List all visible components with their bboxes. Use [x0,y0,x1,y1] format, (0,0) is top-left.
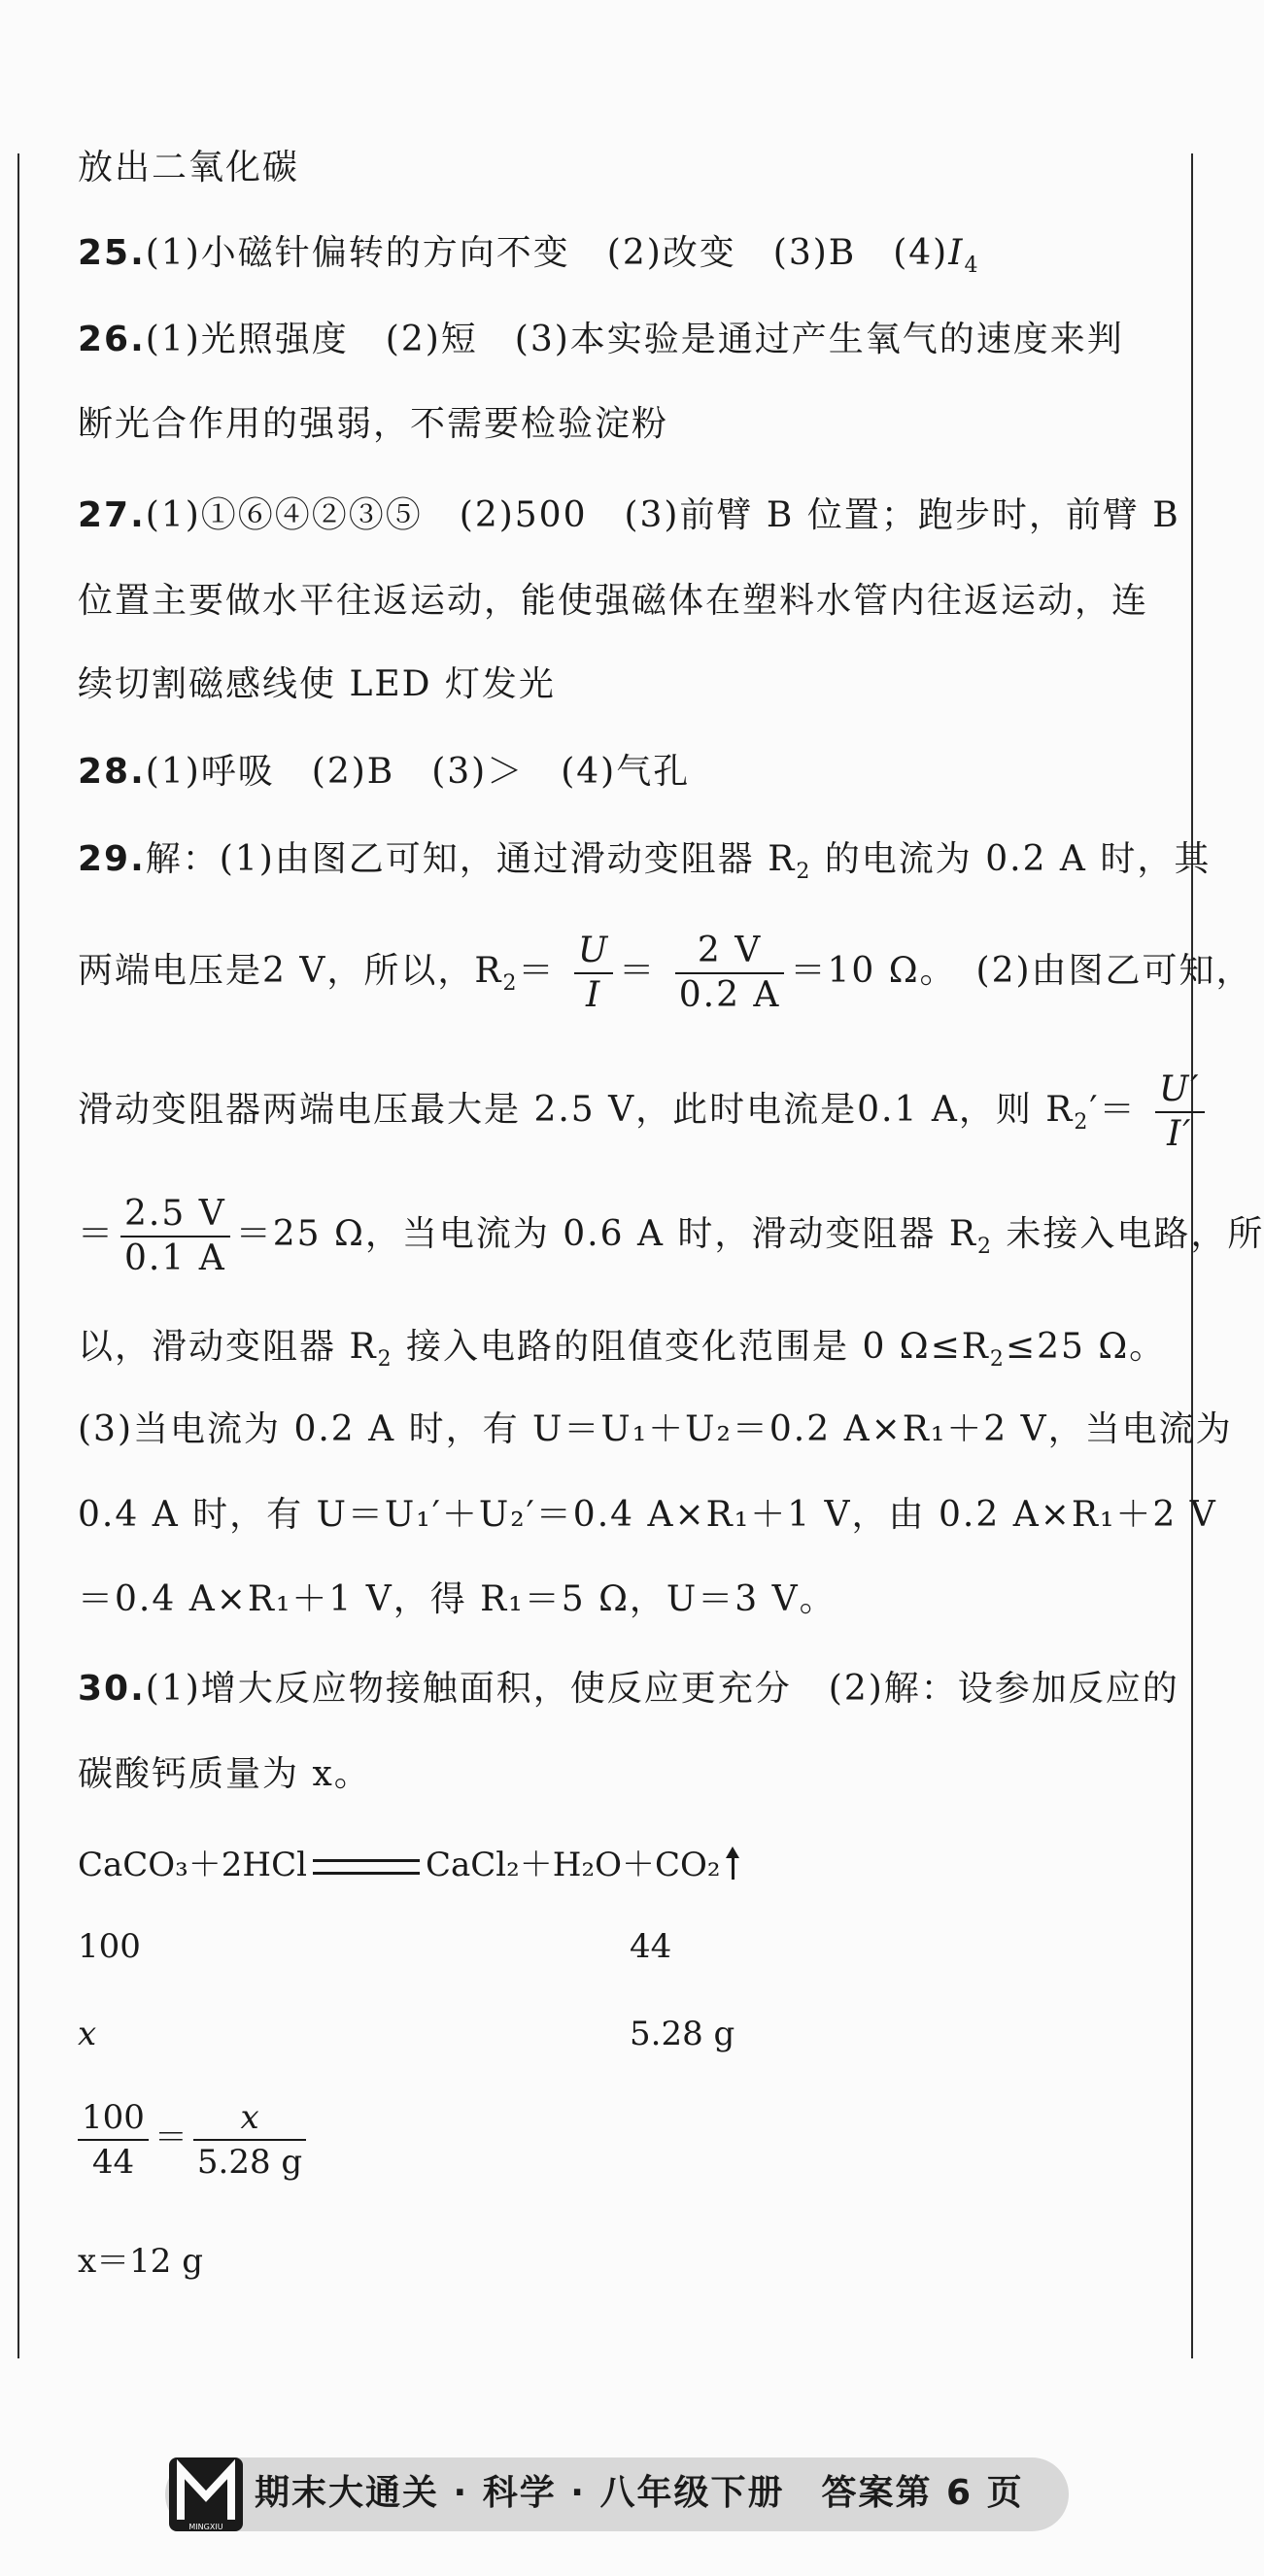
answer-26-cont: 断光合作用的强弱，不需要检验淀粉 [78,404,669,444]
answer-29-line3: 滑动变阻器两端电压最大是 2.5 V，此时电流是0.1 A，则 $R_2'=$ $\frac{U'}{I'}$ [78,1067,1211,1156]
unknown-x: x [78,2015,97,2053]
answer-29-line2: 两端电压是2 V，所以，$R_2=$ $\frac{U}{I}$ ＝ $\frac{2 V}{0.2 A}$ ＝10 Ω。 (2)由图乙可知， [78,931,1253,1015]
answer-29-line4: ＝ $\frac{2.5 V}{0.1 A}$ ＝25 Ω，当电流为 0.6 A 时，滑动变阻器 $R_2$ 未接入电路，所 [78,1194,1264,1278]
answer-25: 25.(1)小磁针偏转的方向不变 (2)改变 (3)B $(4)I_4$ [78,233,980,279]
left-margin-rule [17,153,19,2358]
fraction-2v-over-02a: $\frac{2 V}{0.2 A}$ [675,930,785,1017]
answer-27-cont: 位置主要做水平往返运动，能使强磁体在塑料水管内往返运动，连 [78,581,1149,621]
answer-29-line5: 以，滑动变阻器 $R_2$ 接入电路的阻值变化范围是 0 $\Omega\le R_2\le 25$ Ω。 [78,1327,1167,1373]
footer-text: 期末大通关 · 科学 · 八年级下册 答案第 6 页 [255,2473,1024,2513]
result: x＝12 g [78,2242,204,2281]
molar-mass-co2: 44 [630,1927,672,1966]
answer-27: 27.(1)①⑥④②③⑤ (2)500 (3)前臂 B 位置；跑步时，前臂 B [78,495,1180,535]
equation-equals [313,1859,420,1875]
fraction-up-over-ip: $\frac{U'}{I'}$ [1155,1068,1205,1156]
publisher-logo-icon [167,2452,245,2535]
answer-26: 26.(1)光照强度 (2)短 (3)本实验是通过产生氧气的速度来判 [78,320,1124,359]
answer-29-line8: ＝0.4 A×R₁＋1 V，得 R₁＝5 Ω，U＝3 V。 [78,1579,837,1619]
mass-co2: 5.28 g [630,2015,735,2053]
molar-mass-caco3: 100 [78,1927,141,1966]
answer-27-cont2: 续切割磁感线使 LED 灯发光 [78,664,556,704]
answer-29-line7: 0.4 A 时，有 U＝U₁′＋U₂′＝0.4 A×R₁＋1 V，由 0.2 A×R₁＋2 V [78,1495,1217,1535]
answer-29: 29.解：(1)由图乙可知，通过滑动变阻器 $R_2$ 的电流为 0.2 A 时，其 [78,839,1212,885]
fraction-u-over-i: $\frac{U}{I}$ [574,930,613,1017]
answer-28: 28.(1)呼吸 (2)B (3)＞ (4)气孔 [78,752,691,792]
fraction-25v-over-01a: $\frac{2.5 V}{0.1 A}$ [120,1193,230,1280]
answer-29-line6: (3)当电流为 0.2 A 时，有 U＝U₁＋U₂＝0.2 A×R₁＋2 V，当电流为 [78,1409,1233,1449]
fraction-100-over-44: $\frac{100}{44}$ [78,2096,149,2184]
answer-30-cont: 碳酸钙质量为 x。 [78,1754,371,1794]
gas-arrow-icon [726,1847,739,1880]
proportion: $\frac{100}{44}$ ＝ $\frac{x}{5.28 g}$ [72,2096,312,2184]
answer-30: 30.(1)增大反应物接触面积，使反应更充分 (2)解：设参加反应的 [78,1669,1179,1709]
answer-line: 放出二氧化碳 [78,148,300,187]
fraction-x-over-528: $\frac{x}{5.28 g}$ [193,2096,306,2184]
chemical-equation: CaCO₃＋2HCl CaCl₂＋H₂O＋CO₂ [78,1838,739,1885]
svg-text:MINGXIU: MINGXIU [188,2523,223,2531]
